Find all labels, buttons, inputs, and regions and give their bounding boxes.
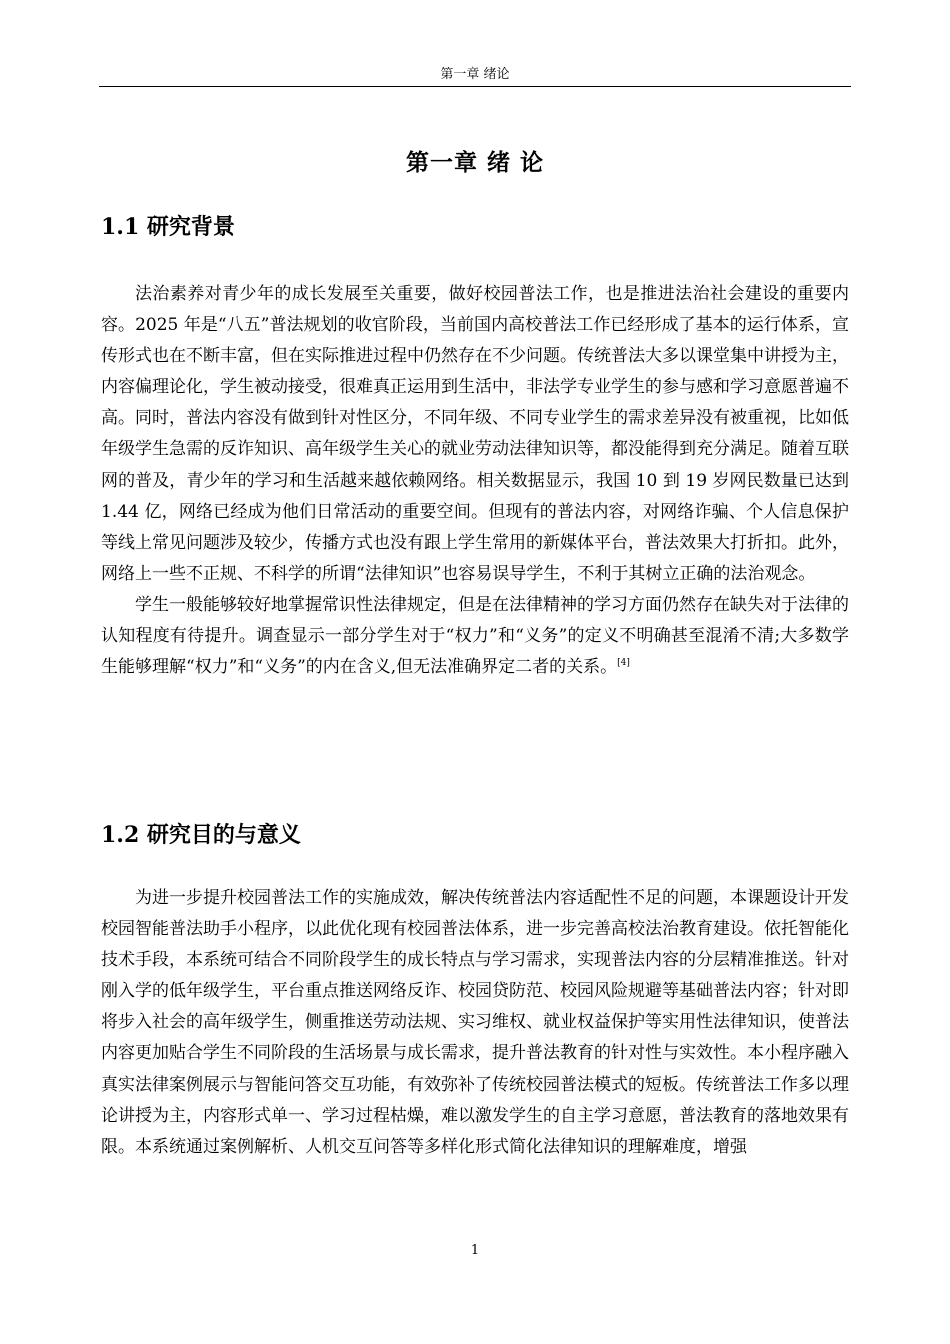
section-1-1-body [101,279,849,683]
page-number: 1 [470,1243,480,1258]
section-heading-1-2: 1.2 研究目的与意义 [101,822,301,848]
paragraph-text: 学生一般能够较好地掌握常识性法律规定，但是在法律精神的学习方面仍然存在缺失对于法律的认知程度有待提升。调查显示一部分学生对于“权力”和“义务”的定义不明确甚至混淆不清;大多数学生能够理解“权力”和“义务”的内在含义,但无法准确界定二者的关系。 [101,594,849,678]
running-header: 第一章 绪论 [440,67,510,82]
paragraph: 为进一步提升校园普法工作的实施成效，解决传统普法内容适配性不足的问题，本课题设计开发校园智能普法助手小程序，以此优化现有校园普法体系，进一步完善高校法治教育建设。依托智能化技术手段，本系统可结合不同阶段学生的成长特点与学习需求，实现普法内容的分层精准推送。针对刚入学的低年级学生，平台重点推送网络反诈、校园贷防范、校园风险规避等基础普法内容；针对即将步入社会的高年级学生，侧重推送劳动法规、实习维权、就业权益保护等实用性法律知识，使普法内容更加贴合学生不同阶段的生活场景与成长需求，提升普法教育的针对性与实效性。本小程序融入真实法律案例展示与智能问答交互功能，有效弥补了传统校园普法模式的短板。传统普法工作多以理论讲授为主，内容形式单一、学习过程枯燥，难以激发学生的自主学习意愿，普法教育的落地效果有限。本系统通过案例解析、人机交互问答等多样化形式简化法律知识的理解难度，增强 [101,888,849,1157]
header-rule [99,86,851,87]
citation-marker[interactable]: [4] [617,658,630,669]
paragraph: 法治素养对青少年的成长发展至关重要，做好校园普法工作，也是推进法治社会建设的重要内容。2025 年是“八五”普法规划的收官阶段，当前国内高校普法工作已经形成了基本的运行体系，宣传形式也在不断丰富，但在实际推进过程中仍然存在不少问题。传统普法大多以课堂集中讲授为主，内容偏理论化，学生被动接受，很难真正运用到生活中，非法学专业学生的参与感和学习意愿普遍不高。同时，普法内容没有做到针对性区分，不同年级、不同专业学生的需求差异没有被重视，比如低年级学生急需的反诈知识、高年级学生关心的就业劳动法律知识等，都没能得到充分满足。随着互联网的普及，青少年的学习和生活越来越依赖网络。相关数据显示，我国 10 到 19 岁网民数量已达到 1.44 亿，网络已经成为他们日常活动的重要空间。但现有的普法内容，对网络诈骗、个人信息保护等线上常见问题涉及较少，传播方式也没有跟上学生常用的新媒体平台，普法效果大打折扣。此外，网络上一些不正规、不科学的所谓“法律知识”也容易误导学生，不利于其树立正确的法治观念。 [101,284,849,584]
section-1-2-body [101,883,849,1163]
paragraph [101,590,849,683]
section-heading-1-1: 1.1 研究背景 [101,214,235,240]
chapter-title: 第一章 绪 论 [405,149,544,176]
